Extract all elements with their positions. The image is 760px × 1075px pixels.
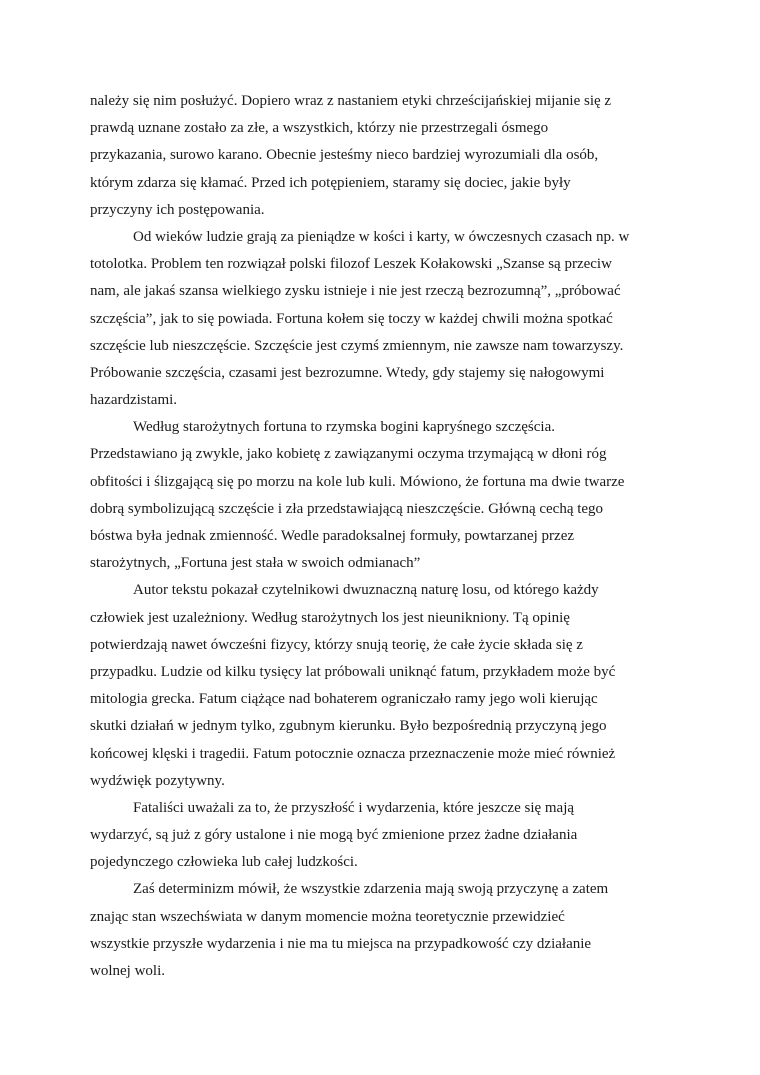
text-line: nam, ale jakaś szansa wielkiego zysku istnieje i nie jest rzeczą bezrozumną”, „próbować xyxy=(90,283,621,300)
text-line: przyczyny ich postępowania. xyxy=(90,201,265,218)
paragraph xyxy=(90,876,674,985)
paragraph xyxy=(90,224,674,414)
text-line: końcowej klęski i tragedii. Fatum potocznie oznacza przeznaczenie może mieć również xyxy=(90,745,616,762)
text-line: Przedstawiano ją zwykle, jako kobietę z zawiązanymi oczyma trzymającą w dłoni róg xyxy=(90,446,607,463)
text-line: wydarzyć, są już z góry ustalone i nie mogą być zmienione przez żadne działania xyxy=(90,827,578,844)
text-line: dobrą symbolizującą szczęście i zła przedstawiającą nieszczęście. Główną cechą tego xyxy=(90,500,604,517)
text-line: wydźwięk pozytywny. xyxy=(90,772,225,789)
paragraph xyxy=(90,88,674,224)
text-line: wolnej woli. xyxy=(90,963,165,979)
text-line: obfitości i ślizgającą się po morzu na kole lub kuli. Mówiono, że fortuna ma dwie twarze xyxy=(90,473,625,490)
text-line: pojedynczego człowieka lub całej ludzkości. xyxy=(90,854,358,871)
text-line: Fataliści uważali za to, że przyszłość i wydarzenia, które jeszcze się mają xyxy=(133,799,575,816)
text-line: szczęście lub nieszczęście. Szczęście jest czymś zmiennym, nie zawsze nam towarzyszy. xyxy=(90,337,624,354)
text-line: starożytnych, „Fortuna jest stała w swoich odmianach” xyxy=(90,555,421,572)
text-line: Według starożytnych fortuna to rzymska bogini kapryśnego szczęścia. xyxy=(133,419,555,436)
text-line: przypadku. Ludzie od kilku tysięcy lat próbowali uniknąć fatum, przykładem może być xyxy=(90,663,616,680)
text-line: szczęścia”, jak to się powiada. Fortuna kołem się toczy w każdej chwili można spotkać xyxy=(90,310,613,327)
text-line: wszystkie przyszłe wydarzenia i nie ma tu miejsca na przypadkowość czy działanie xyxy=(90,935,592,952)
text-line: hazardzistami. xyxy=(90,392,178,409)
text-line: przykazania, surowo karano. Obecnie jesteśmy nieco bardziej wyrozumiali dla osób, xyxy=(90,147,599,164)
text-line: Od wieków ludzie grają za pieniądze w kości i karty, w ówczesnych czasach np. w xyxy=(133,228,630,245)
text-line: znając stan wszechświata w danym momencie można teoretycznie przewidzieć xyxy=(90,908,565,925)
text-line: należy się nim posłużyć. Dopiero wraz z nastaniem etyki chrześcijańskiej mijanie się z xyxy=(90,93,612,109)
text-line: skutki działań w jednym tylko, zgubnym kierunku. Było bezpośrednią przyczyną jego xyxy=(90,718,607,735)
text-line: potwierdzają nawet ówcześni fizycy, którzy snują teorię, że całe życie składa się z xyxy=(90,636,583,653)
paragraph xyxy=(90,577,674,795)
text-line: którym zdarza się kłamać. Przed ich potępieniem, staramy się dociec, jakie były xyxy=(90,174,571,191)
text-line: bóstwa była jednak zmienność. Wedle paradoksalnej formuły, powtarzanej przez xyxy=(90,528,575,544)
body-text xyxy=(90,88,674,985)
paragraph xyxy=(90,795,674,877)
text-line: mitologia grecka. Fatum ciążące nad bohaterem ograniczało ramy jego woli kierując xyxy=(90,691,598,708)
text-line: Autor tekstu pokazał czytelnikowi dwuznaczną naturę losu, od którego każdy xyxy=(133,582,599,599)
text-line: totolotka. Problem ten rozwiązał polski filozof Leszek Kołakowski „Szanse są przeciw xyxy=(90,256,612,273)
text-line: Próbowanie szczęścia, czasami jest bezrozumne. Wtedy, gdy stajemy się nałogowymi xyxy=(90,364,605,381)
text-line: Zaś determinizm mówił, że wszystkie zdarzenia mają swoją przyczynę a zatem xyxy=(133,881,609,898)
text-line: prawdą uznane zostało za złe, a wszystkich, którzy nie przestrzegali ósmego xyxy=(90,120,549,137)
text-line: człowiek jest uzależniony. Według starożytnych los jest nieunikniony. Tą opinię xyxy=(90,609,570,626)
paragraph xyxy=(90,414,674,577)
